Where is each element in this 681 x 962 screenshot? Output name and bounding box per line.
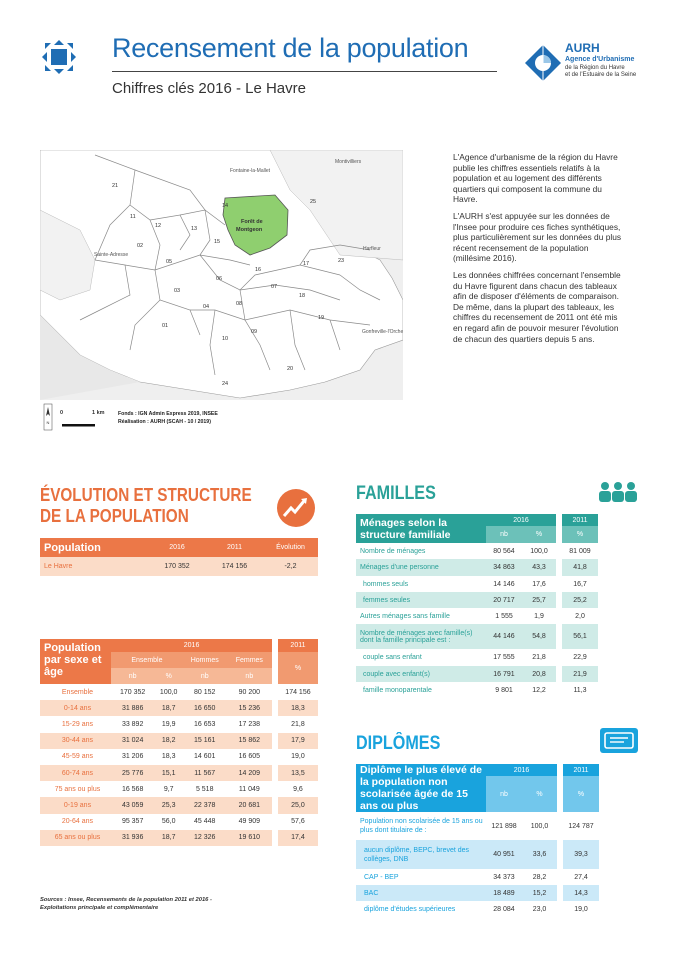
familles-row-value: 2,0 <box>562 608 598 624</box>
age-row-value: 95 357 <box>111 814 154 830</box>
place-montivilliers: Montivilliers <box>335 159 362 165</box>
dip-year-2016: 2016 <box>486 764 557 776</box>
aurh-name: AURH <box>565 41 600 55</box>
age-row-value: 11 049 <box>226 781 272 797</box>
age-row-label: 20-64 ans <box>40 814 111 830</box>
diplomes-table-row <box>356 869 599 885</box>
age-row-value: 33 892 <box>111 716 154 732</box>
age-row-value: 18,7 <box>154 830 183 846</box>
age-row-value: 31 206 <box>111 749 154 765</box>
diplomes-row-value: 28 084 <box>486 901 522 917</box>
title-divider <box>112 71 497 72</box>
district-label: 03 <box>174 288 181 294</box>
diplomes-section-title: DIPLÔMES <box>356 733 441 754</box>
age-row-value: 13,5 <box>278 765 318 781</box>
diplomes-row-value: 100,0 <box>522 812 557 840</box>
aurh-line-3: et de l'Estuaire de la Seine <box>565 72 637 78</box>
aurh-line-2: de la Région du Havre <box>565 65 625 71</box>
familles-row-value: 44 146 <box>486 624 522 649</box>
age-row-value: 170 352 <box>111 684 154 700</box>
map-credit <box>118 410 218 426</box>
age-sub-nb: nb <box>111 668 154 684</box>
age-sub-pct: % <box>154 668 183 684</box>
fam-sub-nb: nb <box>486 526 522 543</box>
age-table-row <box>40 765 318 781</box>
age-row-label: 45-59 ans <box>40 749 111 765</box>
age-table-row <box>40 797 318 813</box>
pop-header-2011: 2011 <box>206 538 263 557</box>
place-fontaine: Fontaine-la-Mallet <box>230 168 271 174</box>
age-row-value: 25,0 <box>278 797 318 813</box>
familles-row-value: 22,9 <box>562 649 598 666</box>
pop-header-evolution: Évolution <box>263 538 318 557</box>
diplomes-table-row <box>356 812 599 840</box>
age-row-value: 25 776 <box>111 765 154 781</box>
evolution-title-line-1: ÉVOLUTION ET STRUCTURE <box>40 485 252 505</box>
age-row-value: 43 059 <box>111 797 154 813</box>
familles-row-label: hommes seuls <box>356 576 486 592</box>
age-row-label: 60-74 ans <box>40 765 111 781</box>
place-gonfreville: Gonfreville-l'Orcher <box>362 329 403 335</box>
age-row-value: 57,6 <box>278 814 318 830</box>
diplomes-row-value: 19,0 <box>563 901 599 917</box>
pop-header-label: Population <box>40 538 148 557</box>
diplomes-row-value: 34 373 <box>486 869 522 885</box>
age-row-value: 56,0 <box>154 814 183 830</box>
familles-row-value: 54,8 <box>522 624 556 649</box>
diplomes-row-value: 15,2 <box>522 885 557 901</box>
district-label: 10 <box>222 336 229 342</box>
familles-row-value: 12,2 <box>522 682 556 699</box>
familles-row-value: 56,1 <box>562 624 598 649</box>
diplomes-row-label: Population non scolarisée de 15 ans ou plus dont titulaire de : <box>356 812 486 840</box>
age-table-row <box>40 830 318 846</box>
intro-paragraph-3: Les données chiffrées concernant l'ensemble du Havre figurent dans chacun des tableaux afin de disposer d'éléments de comparaison. De même, dans la plupart des tableaux, les chiffres du recensement de 2011 ont été mis en regard afin de pouvoir mesurer l'évolution de chacun des quartiers depuis 5 ans. <box>453 269 621 344</box>
district-label: 13 <box>191 226 198 232</box>
age-row-value: 9,6 <box>278 781 318 797</box>
familles-row-value: 21,8 <box>522 649 556 666</box>
age-row-value: 18,2 <box>154 733 183 749</box>
age-row-value: 100,0 <box>154 684 183 700</box>
dip-sub-pct-2011: % <box>563 776 599 812</box>
diplomes-row-value: 33,6 <box>522 840 557 869</box>
familles-row-value: 14 146 <box>486 576 522 592</box>
familles-row-value: 20,8 <box>522 666 556 682</box>
familles-table <box>356 514 598 699</box>
familles-row-label: famille monoparentale <box>356 682 486 699</box>
district-label: 09 <box>251 329 258 335</box>
familles-row-value: 80 564 <box>486 543 522 559</box>
familles-row-label: couple sans enfant <box>356 649 486 666</box>
age-row-value: 14 209 <box>226 765 272 781</box>
age-row-value: 15 161 <box>183 733 226 749</box>
age-row-value: 25,3 <box>154 797 183 813</box>
age-row-value: 31 024 <box>111 733 154 749</box>
age-row-value: 45 448 <box>183 814 226 830</box>
trend-icon <box>276 488 316 528</box>
age-row-value: 16 568 <box>111 781 154 797</box>
evolution-section-title <box>40 485 252 527</box>
diploma-icon <box>600 728 638 753</box>
district-label: 08 <box>236 301 243 307</box>
age-table-row <box>40 716 318 732</box>
age-table-row <box>40 749 318 765</box>
age-row-label: 15-29 ans <box>40 716 111 732</box>
age-col-ensemble: Ensemble <box>111 652 183 668</box>
age-row-value: 31 936 <box>111 830 154 846</box>
diplomes-table-row <box>356 885 599 901</box>
evolution-title-line-2: DE LA POPULATION <box>40 506 189 526</box>
diplomes-row-value: 124 787 <box>563 812 599 840</box>
fam-sub-pct: % <box>522 526 556 543</box>
district-label: 06 <box>216 276 223 282</box>
pop-header-2016: 2016 <box>148 538 206 557</box>
age-row-label: 0-19 ans <box>40 797 111 813</box>
familles-row-label: Nombre de ménages avec famille(s) dont la famille principale est : <box>356 624 486 649</box>
age-row-value: 21,8 <box>278 716 318 732</box>
familles-row-label: couple avec enfant(s) <box>356 666 486 682</box>
diplomes-row-label: CAP - BEP <box>356 869 486 885</box>
age-row-value: 19,0 <box>278 749 318 765</box>
age-table-row <box>40 814 318 830</box>
forest-label-1: Forêt de <box>241 219 263 225</box>
familles-row-label: Nombre de ménages <box>356 543 486 559</box>
district-label: 21 <box>112 183 119 189</box>
age-row-value: 9,7 <box>154 781 183 797</box>
pop-row-evolution: -2,2 <box>263 557 318 576</box>
age-row-value: 22 378 <box>183 797 226 813</box>
fam-sub-pct-2011: % <box>562 526 598 543</box>
diplomes-table-row <box>356 840 599 869</box>
district-label: 25 <box>310 199 317 205</box>
diplomes-row-value: 121 898 <box>486 812 522 840</box>
familles-row-value: 43,3 <box>522 559 556 576</box>
age-sub-pct-2011: % <box>278 652 318 684</box>
familles-row-value: 21,9 <box>562 666 598 682</box>
age-row-value: 20 681 <box>226 797 272 813</box>
district-label: 01 <box>162 323 169 329</box>
age-table-row <box>40 733 318 749</box>
map-credit-line-1: Fonds : IGN Admin Express 2019, INSEE <box>118 411 218 417</box>
district-label: 07 <box>271 284 278 290</box>
age-row-label: 75 ans ou plus <box>40 781 111 797</box>
district-label: 11 <box>130 214 136 220</box>
aurh-logo <box>524 41 649 87</box>
familles-row-value: 11,3 <box>562 682 598 699</box>
age-row-value: 16 653 <box>183 716 226 732</box>
familles-table-row <box>356 666 598 682</box>
familles-row-value: 25,7 <box>522 592 556 608</box>
age-sub-nb-femmes: nb <box>226 668 272 684</box>
age-row-value: 17,9 <box>278 733 318 749</box>
age-row-value: 15,1 <box>154 765 183 781</box>
census-logo-icon <box>40 38 78 76</box>
age-row-value: 16 605 <box>226 749 272 765</box>
age-row-label: Ensemble <box>40 684 111 700</box>
age-row-value: 18,3 <box>278 700 318 716</box>
familles-row-value: 41,8 <box>562 559 598 576</box>
district-label: 16 <box>255 267 262 273</box>
dip-sub-pct: % <box>522 776 557 812</box>
diplomes-row-value: 28,2 <box>522 869 557 885</box>
sources-note <box>40 896 212 912</box>
district-label: 23 <box>338 258 345 264</box>
familles-table-row <box>356 559 598 576</box>
diplomes-row-label: aucun diplôme, BEPC, brevet des collèges, DNB <box>356 840 486 869</box>
familles-row-value: 9 801 <box>486 682 522 699</box>
familles-table-row <box>356 543 598 559</box>
age-row-value: 5 518 <box>183 781 226 797</box>
familles-section-title: FAMILLES <box>356 483 436 504</box>
diplomes-row-label: BAC <box>356 885 486 901</box>
age-table <box>40 639 318 846</box>
familles-row-label: femmes seules <box>356 592 486 608</box>
age-table-row <box>40 684 318 700</box>
diplomes-row-label: diplôme d'études supérieures <box>356 901 486 917</box>
familles-row-value: 17,6 <box>522 576 556 592</box>
familles-row-value: 34 863 <box>486 559 522 576</box>
family-icon <box>598 481 638 503</box>
familles-row-value: 16 791 <box>486 666 522 682</box>
scale-zero: 0 <box>60 410 64 416</box>
familles-row-value: 100,0 <box>522 543 556 559</box>
district-label: 19 <box>318 315 325 321</box>
district-label: 05 <box>166 259 173 265</box>
intro-paragraph-2: L'AURH s'est appuyée sur les données de l'Insee pour produire ces fiches synthétiques, plus particulièrement sur les données du plus récent recensement de la population (millésime 2016). <box>453 210 622 264</box>
age-sub-nb-hommes: nb <box>183 668 226 684</box>
age-row-value: 18,7 <box>154 700 183 716</box>
forest-label-2: Montgeon <box>236 227 263 233</box>
dip-year-2011: 2011 <box>563 764 599 776</box>
age-row-value: 31 886 <box>111 700 154 716</box>
age-col-femmes: Femmes <box>226 652 272 668</box>
district-label: 24 <box>222 381 229 387</box>
district-label: 04 <box>203 304 210 310</box>
district-label: 17 <box>303 261 310 267</box>
age-row-value: 11 567 <box>183 765 226 781</box>
age-row-value: 49 909 <box>226 814 272 830</box>
age-row-value: 80 152 <box>183 684 226 700</box>
diplomes-row-value: 40 951 <box>486 840 522 869</box>
age-table-row <box>40 781 318 797</box>
age-table-row <box>40 700 318 716</box>
scale-km: 1 km <box>92 410 105 416</box>
district-label: 12 <box>155 223 162 229</box>
age-row-value: 18,3 <box>154 749 183 765</box>
familles-row-value: 20 717 <box>486 592 522 608</box>
diplomes-row-value: 27,4 <box>563 869 599 885</box>
age-row-value: 12 326 <box>183 830 226 846</box>
place-harfleur: Harfleur <box>363 246 381 252</box>
age-row-value: 17 238 <box>226 716 272 732</box>
familles-table-row <box>356 624 598 649</box>
age-row-value: 15 862 <box>226 733 272 749</box>
diplomes-table-title: Diplôme le plus élevé de la population non scolarisée âgée de 15 ans ou plus <box>356 764 486 812</box>
familles-table-row <box>356 649 598 666</box>
age-row-value: 16 650 <box>183 700 226 716</box>
age-row-value: 19 610 <box>226 830 272 846</box>
district-label: 18 <box>299 293 306 299</box>
familles-table-title: Ménages selon la structure familiale <box>356 514 486 543</box>
familles-table-row <box>356 576 598 592</box>
age-row-label: 30-44 ans <box>40 733 111 749</box>
familles-row-label: Ménages d'une personne <box>356 559 486 576</box>
familles-row-value: 16,7 <box>562 576 598 592</box>
sources-line-2: Exploitations principale et complémentaire <box>40 905 159 911</box>
district-label: 20 <box>287 366 294 372</box>
familles-row-value: 81 009 <box>562 543 598 559</box>
intro-text <box>453 152 628 350</box>
familles-row-value: 1,9 <box>522 608 556 624</box>
pop-row-label: Le Havre <box>40 557 148 576</box>
age-row-label: 0-14 ans <box>40 700 111 716</box>
svg-text:N: N <box>46 420 50 425</box>
dip-sub-nb: nb <box>486 776 522 812</box>
aurh-line-1: Agence d'Urbanisme <box>565 56 635 63</box>
fam-year-2011: 2011 <box>562 514 598 526</box>
familles-row-value: 1 555 <box>486 608 522 624</box>
age-row-value: 90 200 <box>226 684 272 700</box>
age-table-title: Population par sexe et âge <box>40 639 111 684</box>
age-year-2011: 2011 <box>278 639 318 652</box>
age-row-value: 19,9 <box>154 716 183 732</box>
district-label: 02 <box>137 243 144 249</box>
diplomes-table-row <box>356 901 599 917</box>
intro-paragraph-1: L'Agence d'urbanisme de la région du Havre publie les chiffres essentiels relatifs à la population et au logement des différents quartiers qui composent la commune du Havre. <box>453 152 618 205</box>
sources-line-1: Sources : Insee, Recensements de la population 2011 et 2016 - <box>40 897 212 903</box>
age-row-value: 14 601 <box>183 749 226 765</box>
familles-row-label: Autres ménages sans famille <box>356 608 486 624</box>
age-row-value: 17,4 <box>278 830 318 846</box>
familles-table-row <box>356 592 598 608</box>
place-sainte-adresse: Sainte-Adresse <box>94 252 129 258</box>
page-title: Recensement de la population <box>112 33 469 63</box>
population-table <box>40 538 318 576</box>
age-year-2016: 2016 <box>111 639 272 652</box>
diplomes-table <box>356 764 599 917</box>
diplomes-row-value: 14,3 <box>563 885 599 901</box>
diplomes-row-value: 39,3 <box>563 840 599 869</box>
map-credit-line-2: Réalisation : AURH (SCAH - 10 / 2019) <box>118 419 211 425</box>
district-label: 15 <box>214 239 221 245</box>
district-label: 14 <box>222 203 229 209</box>
familles-table-row <box>356 608 598 624</box>
fam-year-2016: 2016 <box>486 514 556 526</box>
page-subtitle: Chiffres clés 2016 - Le Havre <box>112 80 306 97</box>
pop-row-2011: 174 156 <box>206 557 263 576</box>
district-map <box>40 150 403 400</box>
age-row-value: 174 156 <box>278 684 318 700</box>
diplomes-row-value: 18 489 <box>486 885 522 901</box>
age-row-value: 15 236 <box>226 700 272 716</box>
age-col-hommes: Hommes <box>183 652 226 668</box>
familles-table-row <box>356 682 598 699</box>
pop-row-2016: 170 352 <box>148 557 206 576</box>
age-row-label: 65 ans ou plus <box>40 830 111 846</box>
aurh-emblem-icon <box>524 44 562 82</box>
diplomes-row-value: 23,0 <box>522 901 557 917</box>
familles-row-value: 17 555 <box>486 649 522 666</box>
familles-row-value: 25,2 <box>562 592 598 608</box>
